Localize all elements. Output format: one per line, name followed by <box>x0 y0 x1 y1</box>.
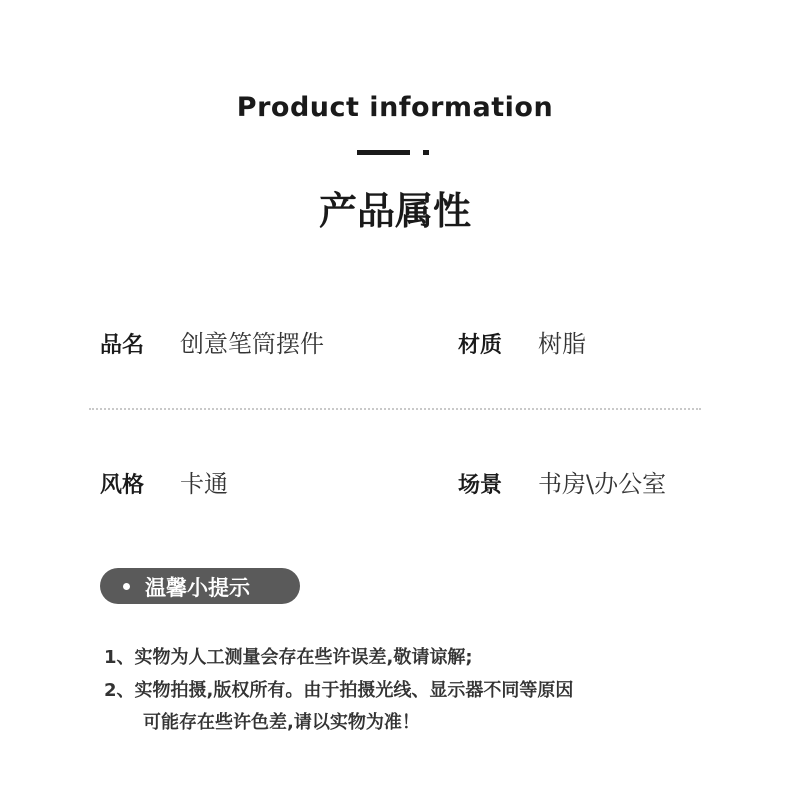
tip-note-1: 1、实物为人工测量会存在些许误差,敬请谅解; <box>104 647 473 668</box>
page-title-cn: 产品属性 <box>318 189 471 233</box>
divider-bar <box>357 150 410 155</box>
attribute-row <box>100 324 700 364</box>
attribute-key: 材质 <box>458 333 503 358</box>
attribute-style <box>100 464 228 499</box>
attribute-value: 树脂 <box>538 330 586 358</box>
attribute-value: 书房\办公室 <box>538 470 667 498</box>
attribute-key: 风格 <box>100 473 145 498</box>
attribute-row <box>100 464 700 504</box>
attribute-key: 场景 <box>458 473 503 498</box>
title-divider <box>357 150 437 156</box>
attribute-value: 卡通 <box>180 470 228 498</box>
attribute-product-name <box>100 324 324 359</box>
tip-note-2: 2、实物拍摄,版权所有。由于拍摄光线、显示器不同等原因 <box>104 680 574 701</box>
tips-label: 温馨小提示 <box>145 576 250 600</box>
bullet-icon <box>123 583 130 590</box>
attribute-scene <box>458 464 666 499</box>
attribute-material <box>458 324 586 359</box>
dotted-divider <box>89 408 701 410</box>
tip-note-2-continued: 可能存在些许色差,请以实物为准！ <box>143 712 420 733</box>
attribute-value: 创意笔筒摆件 <box>180 330 324 358</box>
page-title-en: Product information <box>236 92 554 123</box>
tips-badge <box>100 568 300 604</box>
divider-dot <box>423 150 429 155</box>
attribute-key: 品名 <box>100 333 145 358</box>
